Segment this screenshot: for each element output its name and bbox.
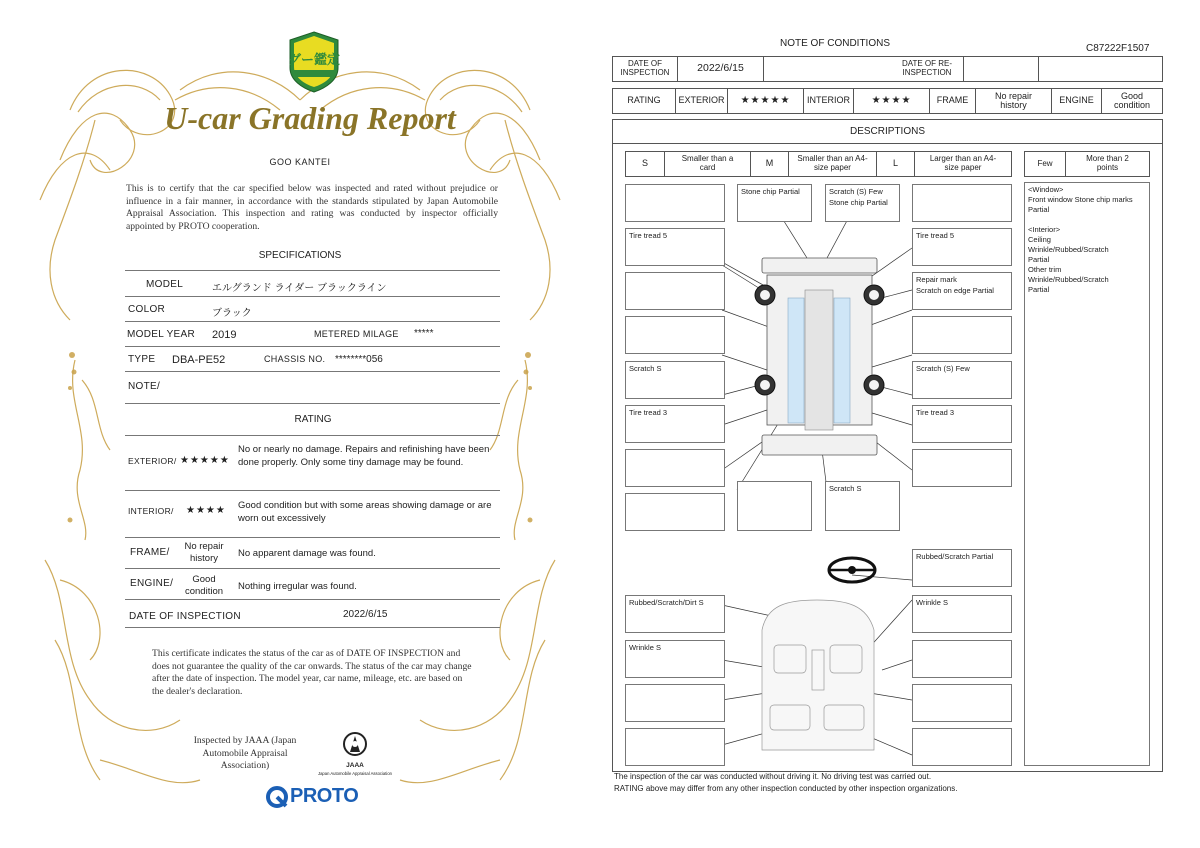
note-label: NOTE/ bbox=[128, 381, 161, 392]
engine-cell-value: Good condition bbox=[1101, 89, 1162, 113]
disclaimer-text: This certificate indicates the status of the car as of DATE OF INSPECTION and does not guarantee the quality of the car onwards. The status of the car may change after the date of inspection. The model year, car name, mileage, etc. are based on the dealer's declaration. bbox=[152, 648, 472, 697]
interior-stars: ★★★★ bbox=[186, 505, 226, 516]
date-of-inspection-value: 2022/6/15 bbox=[677, 57, 763, 81]
certification-text: This is to certify that the car specified below was inspected and rated without prejudice or influence in a fair manner, in accordance with the standards stipulated by Japan Automobile Appraisal Association. This inspection and rating was conducted by inspector officially appointed by PROTO cooperation. bbox=[126, 183, 498, 232]
chassis-label: CHASSIS NO. bbox=[264, 354, 326, 364]
frame-cell-label: FRAME bbox=[929, 89, 975, 113]
jaaa-mark: JAAA bbox=[346, 762, 364, 769]
exterior-cell-stars: ★★★★★ bbox=[727, 89, 803, 113]
footer-line-2: RATING above may differ from any other inspection conducted by other inspection organizations. bbox=[614, 784, 958, 793]
interior-cell-stars: ★★★★ bbox=[853, 89, 929, 113]
legend-s-desc: Smaller than a card bbox=[664, 152, 750, 176]
note-tire-3-left: Tire tread 3 bbox=[625, 405, 725, 443]
model-label: MODEL bbox=[146, 279, 184, 290]
note-scratch-s-left: Scratch S bbox=[625, 361, 725, 399]
interior-cell-label: INTERIOR bbox=[803, 89, 853, 113]
proto-logo-text: PROTO bbox=[290, 785, 359, 807]
metered-label: METERED MILAGE bbox=[314, 329, 399, 339]
size-legend bbox=[625, 151, 1012, 177]
chassis-value: ********056 bbox=[335, 354, 383, 365]
date-row bbox=[612, 56, 1163, 82]
note-box-a-int3 bbox=[625, 684, 725, 722]
frame-label: FRAME/ bbox=[130, 547, 170, 558]
conditions-code: C87222F1507 bbox=[1086, 43, 1150, 54]
conditions-title: NOTE OF CONDITIONS bbox=[780, 38, 890, 49]
metered-value: ***** bbox=[414, 328, 434, 339]
engine-value: Good condition bbox=[184, 574, 224, 597]
date-label: DATE OF INSPECTION bbox=[129, 611, 241, 622]
note-box-a8 bbox=[625, 493, 725, 531]
engine-label: ENGINE/ bbox=[130, 578, 174, 589]
engine-cell-label: ENGINE bbox=[1051, 89, 1101, 113]
exterior-desc: No or nearly no damage. Repairs and refinishing have been done properly. Only some tiny damage may be found. bbox=[238, 444, 490, 468]
note-box-d1 bbox=[912, 184, 1012, 222]
model-year-value: 2019 bbox=[212, 329, 237, 341]
steering-wheel-icon bbox=[829, 558, 875, 582]
note-scratch-s-rear: Scratch S bbox=[825, 481, 900, 531]
legend-few-desc: More than 2 points bbox=[1065, 152, 1149, 176]
interior-desc: Good condition but with some areas showing damage or are worn out excessively bbox=[238, 500, 492, 524]
model-year-label: MODEL YEAR bbox=[127, 329, 196, 340]
few-legend bbox=[1024, 151, 1150, 177]
type-label: TYPE bbox=[128, 354, 156, 365]
date-of-reinspection-label: DATE OF RE-INSPECTION bbox=[901, 59, 953, 77]
note-wrinkle-right: Wrinkle S bbox=[912, 595, 1012, 633]
interior-label: INTERIOR/ bbox=[128, 506, 174, 516]
note-box-d-int4 bbox=[912, 728, 1012, 766]
color-label: COLOR bbox=[128, 304, 166, 315]
note-box-a-int4 bbox=[625, 728, 725, 766]
note-tire-5-right: Tire tread 5 bbox=[912, 228, 1012, 266]
note-box-d-int3 bbox=[912, 684, 1012, 722]
legend-s: S bbox=[641, 158, 648, 169]
note-steering: Rubbed/Scratch Partial bbox=[912, 549, 1012, 587]
exterior-label: EXTERIOR/ bbox=[128, 456, 177, 466]
frame-desc: No apparent damage was found. bbox=[238, 548, 376, 559]
note-stone-chip: Stone chip Partial bbox=[737, 184, 812, 222]
specifications-heading: SPECIFICATIONS bbox=[258, 250, 342, 261]
date-value: 2022/6/15 bbox=[343, 609, 388, 620]
note-box-a3 bbox=[625, 272, 725, 310]
descriptions-heading: DESCRIPTIONS bbox=[612, 119, 1163, 144]
note-box-d4 bbox=[912, 316, 1012, 354]
footer-line-1: The inspection of the car was conducted without driving it. No driving test was carried out. bbox=[614, 772, 932, 781]
exterior-cell-label: EXTERIOR bbox=[675, 89, 727, 113]
report-title: U-car Grading Report bbox=[164, 100, 456, 136]
report-subtitle: GOO KANTEI bbox=[269, 157, 331, 167]
legend-l-desc: Larger than an A4-size paper bbox=[914, 152, 1011, 176]
note-box-b8 bbox=[737, 481, 812, 531]
note-repair-mark: Repair mark Scratch on edge Partial bbox=[912, 272, 1012, 310]
note-scratch-stone: Scratch (S) Few Stone chip Partial bbox=[825, 184, 900, 222]
exterior-stars: ★★★★★ bbox=[180, 455, 230, 466]
note-wrinkle-left: Wrinkle S bbox=[625, 640, 725, 678]
rating-row bbox=[612, 88, 1163, 114]
note-box-a1 bbox=[625, 184, 725, 222]
note-box-d7 bbox=[912, 449, 1012, 487]
date-of-inspection-label: DATE OF INSPECTION bbox=[620, 59, 670, 77]
interior-remarks: <Window> Front window Stone chip marks Partial <Interior> Ceiling Wrinkle/Rubbed/Scratch Partial Other trim Wrinkle/Rubbed/Scratch Partial bbox=[1024, 182, 1150, 766]
note-rubbed-dirt: Rubbed/Scratch/Dirt S bbox=[625, 595, 725, 633]
type-value: DBA-PE52 bbox=[172, 354, 226, 366]
rating-label: RATING bbox=[627, 95, 661, 106]
note-scratch-few-right: Scratch (S) Few bbox=[912, 361, 1012, 399]
note-box-d-int2 bbox=[912, 640, 1012, 678]
frame-cell-value: No repair history bbox=[975, 89, 1051, 113]
engine-desc: Nothing irregular was found. bbox=[238, 581, 357, 592]
frame-value: No repair history bbox=[184, 541, 224, 564]
rating-heading: RATING bbox=[294, 414, 332, 425]
jaaa-caption: Japan Automobile Appraisal Association bbox=[317, 771, 393, 776]
note-box-a4 bbox=[625, 316, 725, 354]
legend-l: L bbox=[876, 152, 914, 176]
note-box-a7 bbox=[625, 449, 725, 487]
model-value: エルグランド ライダー ブラックライン bbox=[212, 283, 387, 294]
badge-text: グー鑑定 bbox=[287, 53, 341, 68]
legend-m-desc: Smaller than an A4-size paper bbox=[788, 152, 876, 176]
legend-few: Few bbox=[1037, 158, 1053, 168]
legend-m: M bbox=[750, 152, 788, 176]
note-tire-3-right: Tire tread 3 bbox=[912, 405, 1012, 443]
note-tire-5-left: Tire tread 5 bbox=[625, 228, 725, 266]
color-value: ブラック bbox=[212, 308, 252, 319]
inspected-by-text: Inspected by JAAA (Japan Automobile Appraisal Association) bbox=[193, 735, 297, 771]
